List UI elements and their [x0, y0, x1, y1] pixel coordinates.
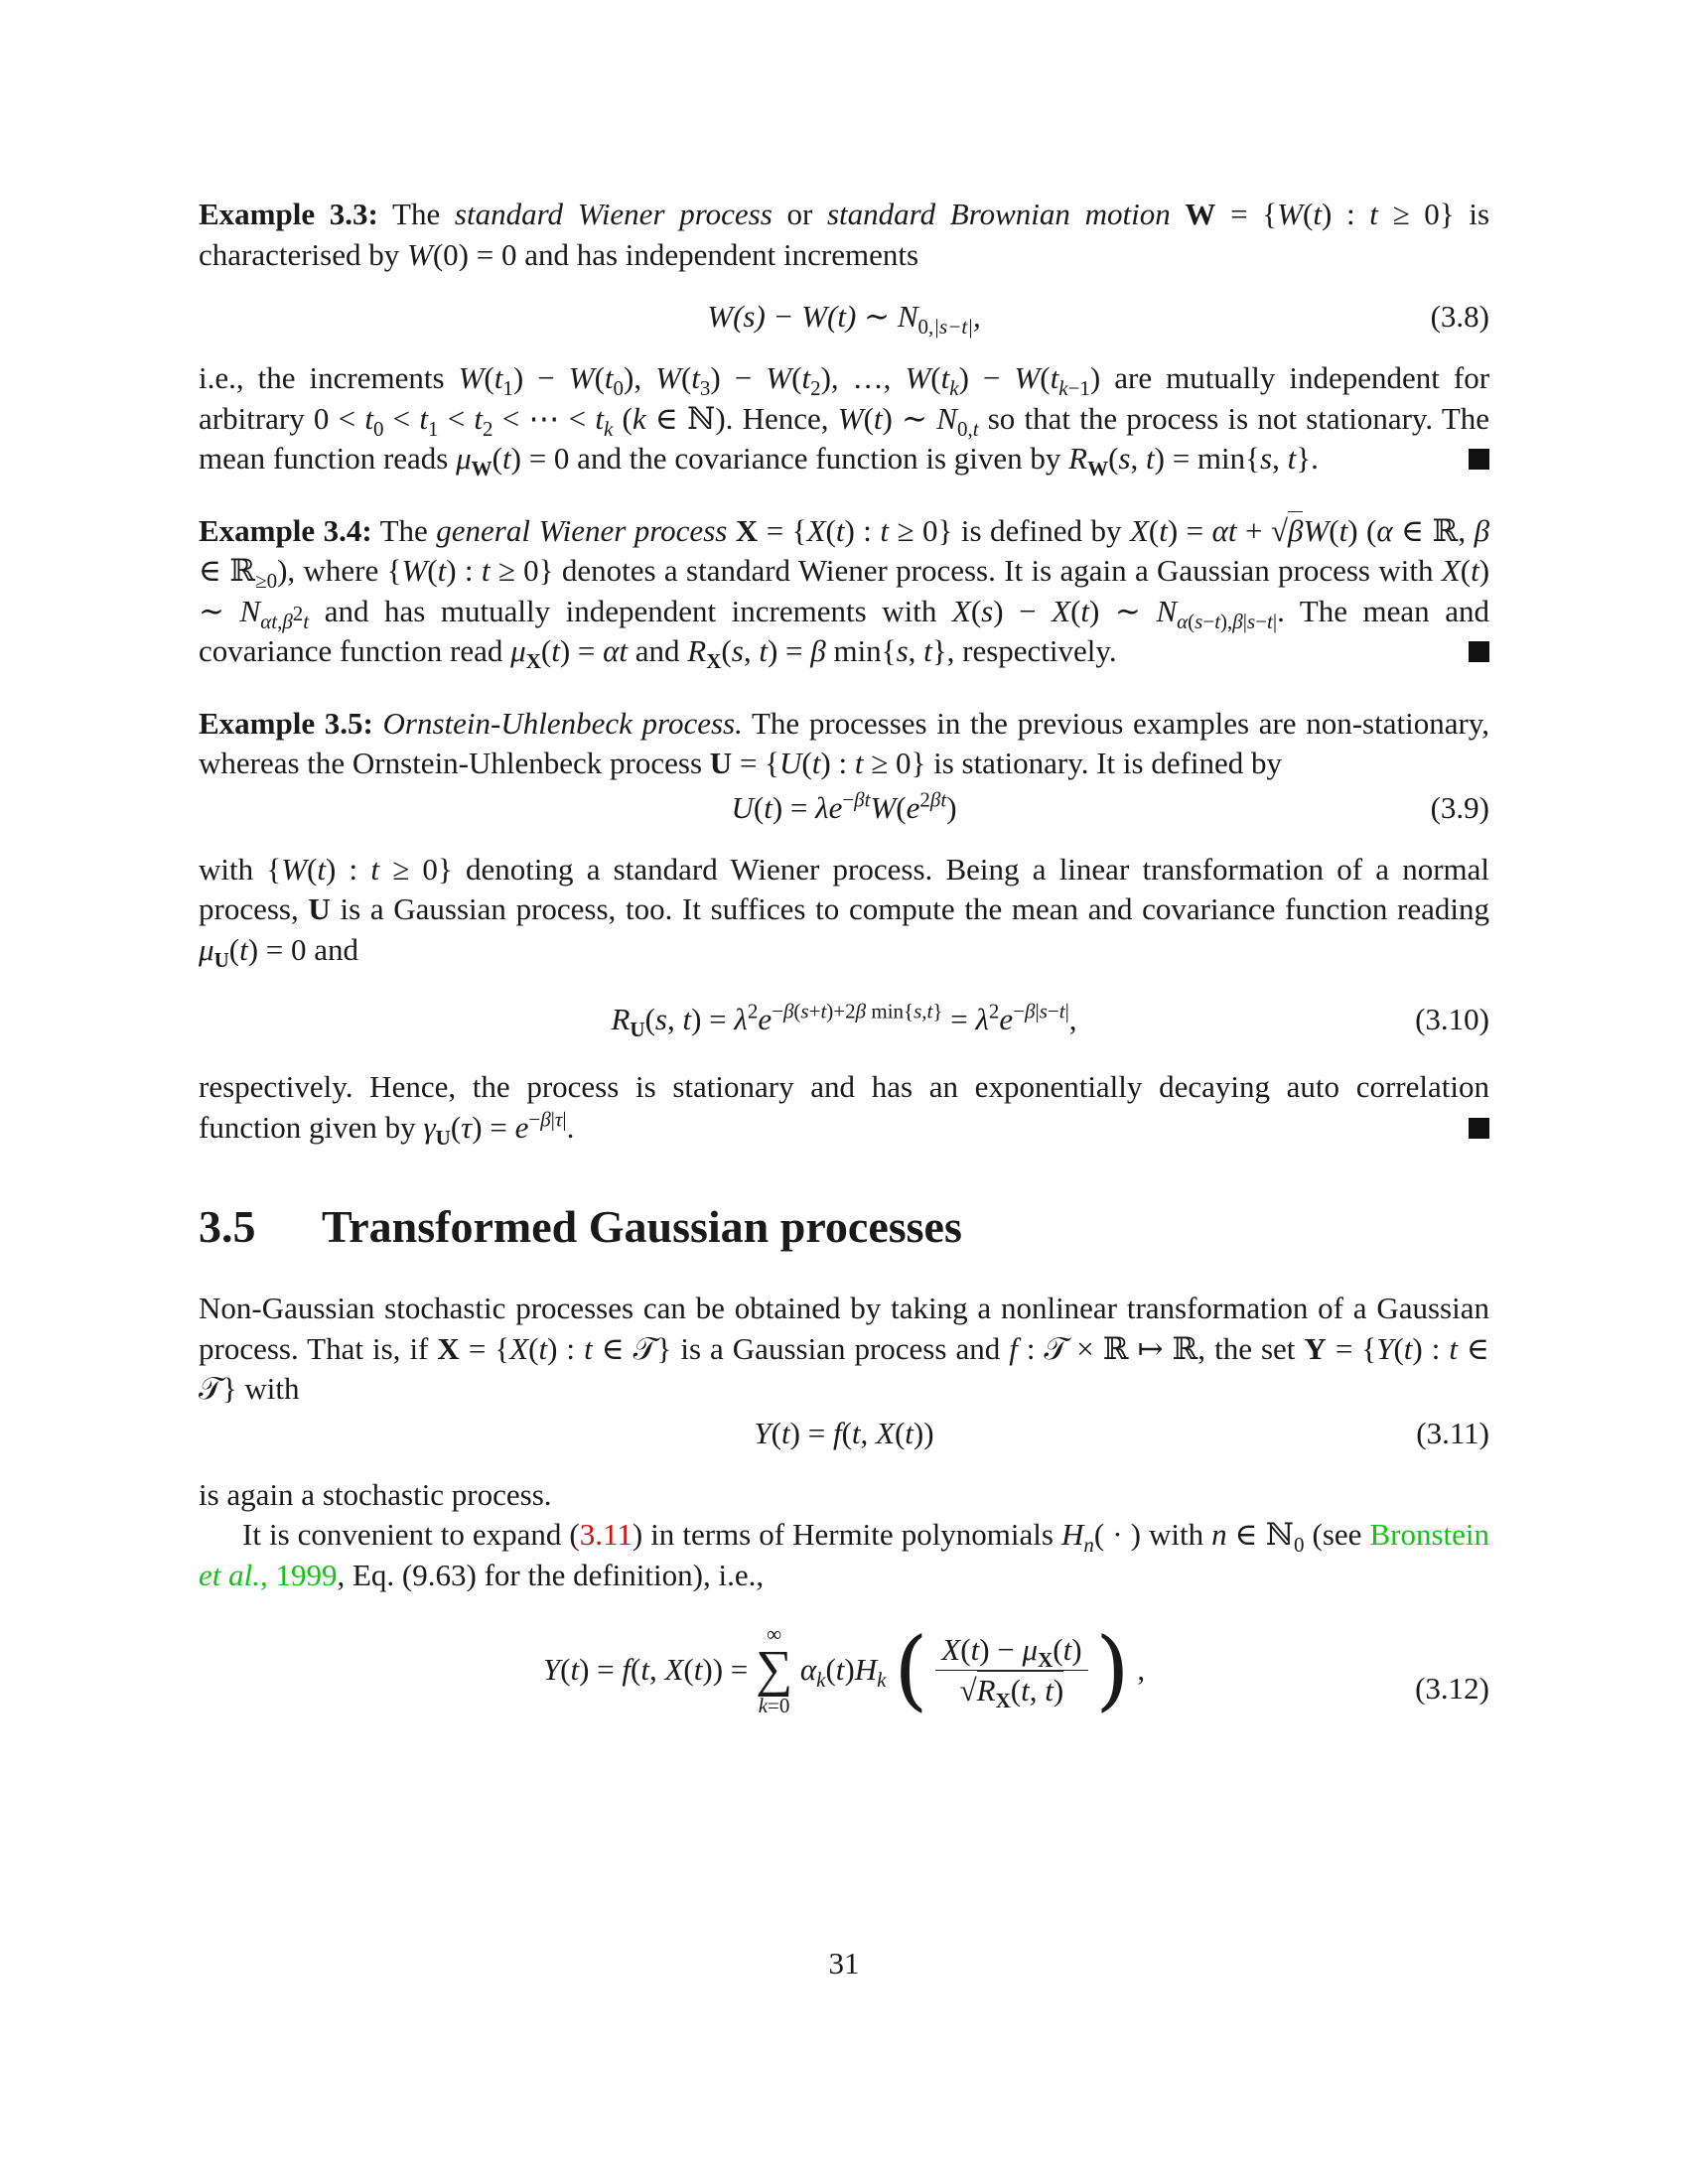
- equation-number: (3.12): [1415, 1671, 1489, 1706]
- equation-number: (3.8): [1430, 299, 1489, 334]
- page-number: 31: [828, 1946, 860, 1980]
- citation-link[interactable]: Bronstein et al., 1999: [199, 1517, 1489, 1592]
- example-3-5-body-2: respectively. Hence, the process is stationary and has an exponentially decaying auto correlation function given by $\gamma_U(\tau) = e^{-\beta|\tau|}$.: [199, 1069, 1489, 1150]
- section-paragraph-3: It is convenient to expand (3.11) in terms of Hermite polynomials $H_n$( · ) with n ∈ ℕ$_0$ (see Bronstein et al., 1999, Eq. (9.63) for the definition), i.e.,: [199, 1517, 1489, 1592]
- citation-etal: et al.: [199, 1557, 260, 1592]
- citation-year: 1999: [275, 1557, 338, 1592]
- equation-3-11: Y(t) = f(t, X(t)) (3.11): [199, 1412, 1489, 1455]
- section-title: Transformed Gaussian processes: [322, 1201, 962, 1252]
- example-3-5-body-1: with {W(t) : t ≥ 0} denoting a standard Wiener process. Being a linear transformation of a normal process, U is a Gaussian process, too. It suffices to compute the mean and covariance function reading $\mu_U(t) = 0$ and: [199, 851, 1490, 972]
- fraction: $\frac{X(t) - \mu_X(t)}{√R_X(t, t)}$: [935, 1630, 1087, 1710]
- example-3-4: [199, 511, 1489, 672]
- example-3-3-intro: Example 3.3: The standard Wiener process or standard Brownian motion W = {W(t) : t ≥ 0} is characterised by W(0) = 0 and has independent increments: [199, 197, 1490, 272]
- summation-symbol: ∞ ∑ k=0: [756, 1622, 793, 1717]
- equation-3-9: $U(t) = \lambda e^{-\beta t}W(e^{2\beta t})$ (3.9): [199, 786, 1489, 830]
- equation-3-12: Y(t) = f(t, X(t)) = ∞ ∑ k=0 $\alpha_k(t)H_k$ ( $\frac{X(t) - \mu_X(t)}{√R_X(t, t)}$ ) , (3.12): [542, 1618, 1489, 1720]
- example-3-5-label: Example 3.5:: [199, 705, 373, 741]
- section-paragraph-1: Non-Gaussian stochastic processes can be obtained by taking a nonlinear transformation of a Gaussian process. That is, if X = {X(t) : t ∈ 𝒯} is a Gaussian process and f : 𝒯 × ℝ ↦ ℝ, the set Y = {Y(t) : t ∈ 𝒯} with: [199, 1291, 1489, 1406]
- section-paragraph-2: is again a stochastic process.: [199, 1476, 552, 1512]
- example-3-5-intro: Example 3.5: Ornstein-Uhlenbeck process. The processes in the previous examples are non-stationary, whereas the Ornstein-Uhlenbeck process U = {U(t) : t ≥ 0} is stationary. It is defined by: [199, 705, 1490, 780]
- equation-number: (3.11): [1416, 1415, 1489, 1450]
- equation-3-10: $R_U(s$, $t) = \lambda^2e^{-\beta(s+t)+2\beta min\{s,t\}} = \lambda^2e^{-\beta|s-t|}$, (3.10): [611, 999, 1489, 1042]
- equation-number: (3.10): [1415, 1002, 1489, 1036]
- example-3-3: [199, 195, 1489, 479]
- equation-3-8: W(s) − W(t) ∼ $N_{0,|s-t|}$, (3.8): [199, 295, 1489, 339]
- example-3-4-label: Example 3.4:: [199, 512, 372, 548]
- equation-reference-link[interactable]: 3.11: [579, 1517, 633, 1552]
- example-3-3-body: i.e., the increments $W(t_1) - W(t_0)$, $W(t_3) - W(t_2)$, …, $W(t_k) - W(t_{k-1})$ are mutually independent for arbitrary $0 < t_0 < t_1 < t_2$ < ⋯ < $t_k$ (k ∈ ℕ). Hence, W(t) ∼ $N_{0,t}$ so that the process is not stationary. The mean function reads $\mu_W(t) = 0$ and the covariance function is given by $R_W(s$, t) = min{s, t}.: [199, 360, 1490, 481]
- citation-author: Bronstein: [1369, 1517, 1489, 1552]
- page-body: [199, 195, 1489, 1790]
- section-heading: [199, 1199, 1489, 1255]
- qed-square-icon: [1469, 641, 1489, 662]
- example-3-5: [199, 704, 1489, 1149]
- example-3-4-body: Example 3.4: The general Wiener process X = {X(t) : t ≥ 0} is defined by X(t) = αt + √βW(t) (α ∈ ℝ, β ∈ ℝ$_{\ge 0}$), where {W(t) : t ≥ 0} denotes a standard Wiener process. It is again a Gaussian process with X(t) ∼ $N_{\alpha t,\beta^2t}$ and has mutually independent increments with X(s) − X(t) ∼ $N_{\alpha(s-t),\beta|s-t|}$. The mean and covariance function read $\mu_X(t) = \alpha t$ and $R_X(s$, t) = β min{s, t}, respectively.: [199, 512, 1490, 674]
- equation-number: (3.9): [1430, 789, 1489, 825]
- example-3-3-label: Example 3.3:: [199, 197, 378, 231]
- section-number: 3.5: [199, 1201, 256, 1252]
- qed-square-icon: [1469, 449, 1489, 470]
- example-3-5-title: Ornstein-Uhlenbeck process.: [382, 705, 743, 741]
- qed-square-icon: [1469, 1118, 1489, 1139]
